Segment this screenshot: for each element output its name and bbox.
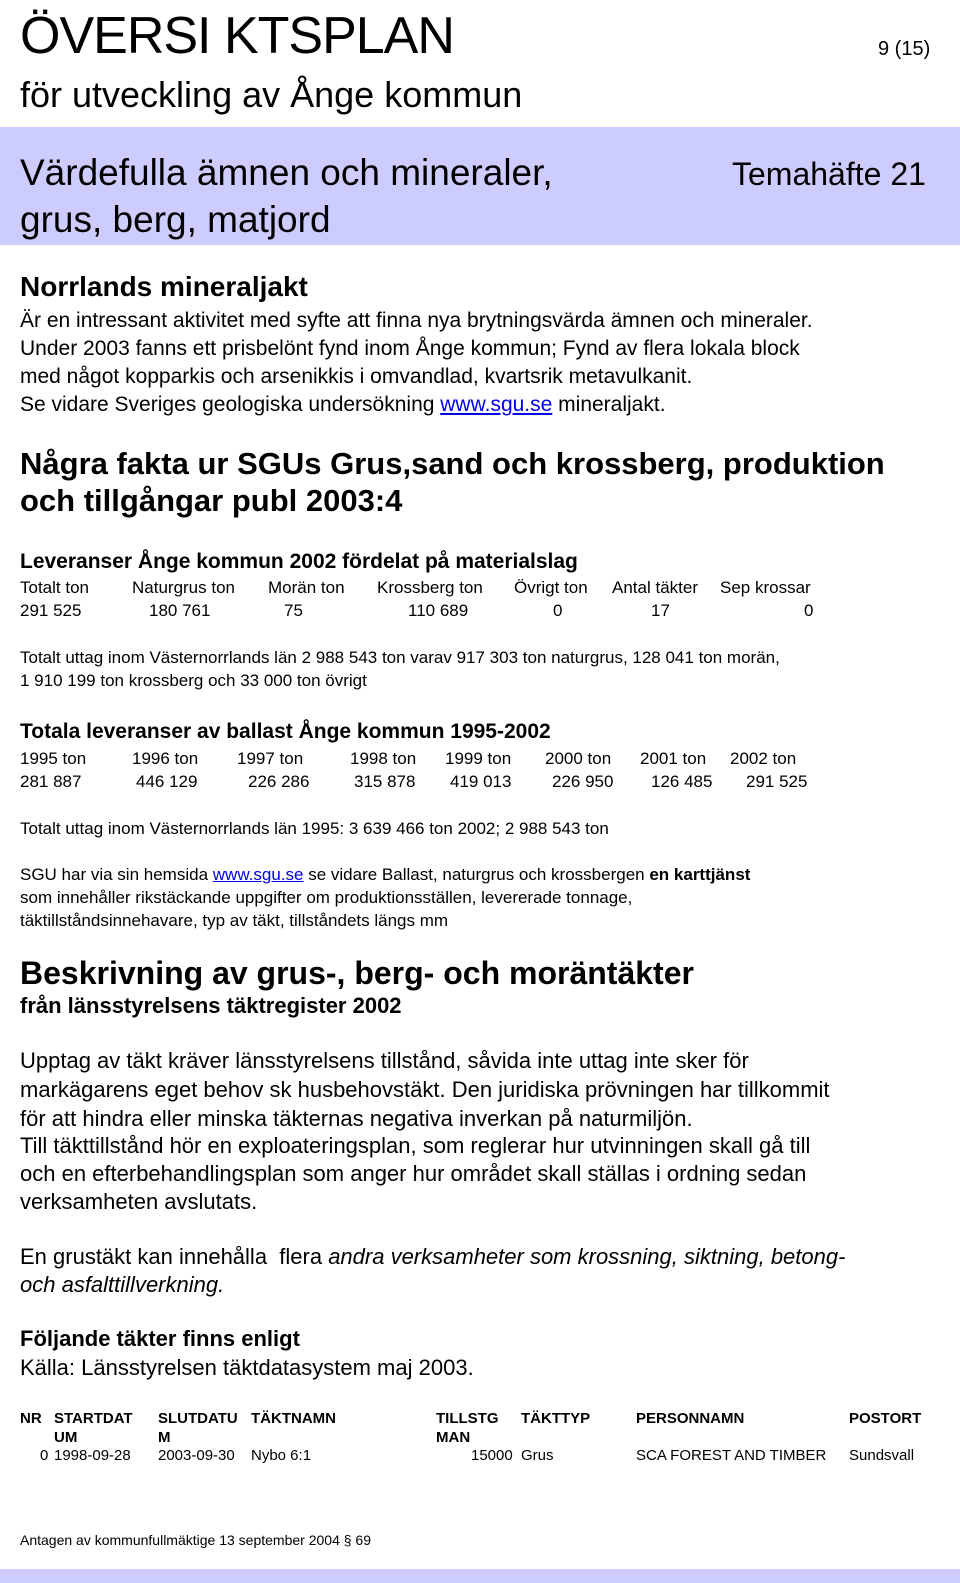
table-cell: 15000 (471, 1447, 513, 1464)
table-header (251, 1409, 336, 1428)
para-line: för att hindra eller minska täkternas negativa inverkan på naturmiljön. (20, 1106, 693, 1131)
table-header (849, 1409, 921, 1428)
mineral-line-last (20, 391, 666, 419)
table-header (436, 1409, 499, 1447)
mineral-line: med något kopparkis och arsenikkis i omvandlad, kvartsrik metavulkanit. (20, 365, 693, 388)
lev-value: 110 689 (408, 601, 469, 620)
ballast-value: 281 887 (20, 772, 82, 791)
mineral-suffix: mineraljakt. (558, 393, 666, 416)
ballast-value: 226 286 (248, 772, 310, 791)
para2-prefix: En grustäkt kan innehålla flera (20, 1244, 329, 1269)
ballast-value: 226 950 (552, 772, 614, 791)
ballast-value: 446 129 (136, 772, 198, 791)
table-cell: 1998-09-28 (54, 1447, 131, 1464)
kalla-line: Källa: Länsstyrelsen täktdatasystem maj 2003. (20, 1355, 474, 1380)
uttag-line2: 1 910 199 ton krossberg och 33 000 ton övrigt (20, 671, 367, 690)
header-line1: NR (20, 1410, 42, 1427)
table-cell: 2003-09-30 (158, 1447, 235, 1464)
para2-italic: och asfalttillverkning. (20, 1272, 225, 1297)
lev-header: Morän ton (268, 578, 345, 597)
beskrivning-subheading: från länsstyrelsens täktregister 2002 (20, 993, 402, 1018)
table-cell: 0 (40, 1447, 49, 1464)
lev-value: 17 (651, 601, 670, 620)
para-line: Till täkttillstånd hör en exploateringsplan, som reglerar hur utvinningen skall gå till (20, 1133, 811, 1158)
ballast-value: 291 525 (746, 772, 808, 791)
ballast-year: 2000 ton (545, 749, 612, 768)
ballast-year: 1996 ton (132, 749, 199, 768)
para-line: och en efterbehandlingsplan som anger hur området skall ställas i ordning sedan (20, 1161, 807, 1186)
ballast-heading: Totala leveranser av ballast Ånge kommun 1995-2002 (20, 720, 551, 743)
ballast-year: 2001 ton (640, 749, 707, 768)
theme-title-line1: Värdefulla ämnen och mineraler, (20, 152, 553, 193)
footer-text: Antagen av kommunfullmäktige 13 september 2004 (20, 1532, 340, 1548)
beskrivning-heading: Beskrivning av grus-, berg- och moräntäkter (20, 955, 694, 991)
theme-number: Temahäfte 21 (732, 156, 926, 192)
hemsida-mid: se vidare Ballast, naturgrus och krossbergen (308, 865, 645, 884)
lev-value: 180 761 (149, 601, 211, 620)
mineral-heading: Norrlands mineraljakt (20, 271, 308, 302)
lev-header: Antal täkter (612, 578, 698, 597)
table-cell: Grus (521, 1447, 554, 1464)
theme-title-line2: grus, berg, matjord (20, 199, 331, 240)
lev-header: Krossberg ton (377, 578, 483, 597)
foljande-heading: Följande täkter finns enligt (20, 1326, 300, 1351)
sgu-heading-line1: Några fakta ur SGUs Grus,sand och krossberg, produktion (20, 446, 885, 481)
ballast-value: 419 013 (450, 772, 512, 791)
lev-header: Naturgrus ton (132, 578, 235, 597)
hemsida-line3: täktillståndsinnehavare, typ av täkt, tillståndets längs mm (20, 911, 449, 930)
lev-value: 0 (804, 601, 814, 620)
header-line1: TÄKTNAMN (251, 1410, 336, 1427)
header-line1: TÄKTTYP (521, 1410, 591, 1427)
document-subtitle: för utveckling av Ånge kommun (20, 74, 523, 115)
hemsida-bold: en karttjänst (649, 865, 751, 884)
header-line1: TILLSTG (436, 1410, 499, 1427)
ballast-value: 126 485 (651, 772, 713, 791)
page-number: 9 (15) (878, 38, 931, 60)
sgu-link[interactable]: www.sgu.se (440, 393, 553, 416)
table-cell: Sundsvall (849, 1447, 915, 1464)
uttag-total: Totalt uttag inom Västernorrlands län 1995: 3 639 466 ton 2002; 2 988 543 ton (20, 819, 609, 838)
para-line: Upptag av täkt kräver länsstyrelsens tillstånd, såvida inte uttag inte sker för (20, 1048, 749, 1073)
sgu-link[interactable]: www.sgu.se (212, 865, 304, 884)
ballast-year: 2002 ton (730, 749, 797, 768)
hemsida-prefix: SGU har via sin hemsida (20, 865, 209, 884)
para-line: verksamheten avslutats. (20, 1189, 258, 1214)
ballast-year: 1999 ton (445, 749, 512, 768)
uttag-line1: Totalt uttag inom Västernorrlands län 2 988 543 ton varav 917 303 ton naturgrus, 128 041 ton morän, (20, 648, 780, 667)
header-line2: UM (54, 1429, 78, 1446)
para2-line2 (20, 1270, 224, 1299)
header-line1: STARTDAT (54, 1410, 133, 1427)
theme-band (0, 127, 960, 245)
para2-italic: andra verksamheter som krossning, siktning, betong- (328, 1244, 846, 1269)
lev-value: 0 (553, 601, 563, 620)
table-header (636, 1409, 744, 1428)
para2-line1 (20, 1242, 845, 1271)
table-header (158, 1409, 238, 1447)
hemsida-line2: som innehåller rikstäckande uppgifter om produktionsställen, levererade tonnage, (20, 888, 633, 907)
mineral-line: Är en intressant aktivitet med syfte att finna nya brytningsvärda ämnen och mineraler. (20, 309, 813, 332)
leveranser-heading: Leveranser Ånge kommun 2002 fördelat på materialslag (20, 550, 578, 573)
sgu-heading-line2: och tillgångar publ 2003:4 (20, 483, 403, 518)
footer-band (0, 1569, 960, 1583)
lev-header: Totalt ton (20, 578, 89, 597)
lev-value: 75 (284, 601, 303, 620)
lev-value: 291 525 (20, 601, 82, 620)
ballast-year: 1997 ton (237, 749, 304, 768)
table-header (20, 1409, 42, 1428)
lev-header: Övrigt ton (514, 578, 588, 597)
table-header (521, 1409, 590, 1428)
ballast-value: 315 878 (354, 772, 416, 791)
header-line1: SLUTDATU (158, 1410, 238, 1427)
header-line1: PERSONNAMN (636, 1410, 745, 1427)
header-line2: MAN (436, 1429, 471, 1446)
header-line2: M (158, 1429, 171, 1446)
header-line1: POSTORT (849, 1410, 922, 1427)
lev-header: Sep krossar (720, 578, 811, 597)
document-title: ÖVERSI KTSPLAN (20, 7, 454, 65)
ballast-year: 1998 ton (350, 749, 417, 768)
ballast-year: 1995 ton (20, 749, 87, 768)
table-cell: Nybo 6:1 (251, 1447, 312, 1464)
table-header (54, 1409, 133, 1447)
hemsida-line1 (20, 865, 750, 885)
table-cell: SCA FOREST AND TIMBER (636, 1447, 827, 1464)
footer (20, 1532, 371, 1548)
mineral-prefix: Se vidare Sveriges geologiska undersökning (20, 393, 435, 416)
footer-section: § 69 (343, 1532, 371, 1548)
para-line: markägarens eget behov sk husbehovstäkt. Den juridiska prövningen har tillkommit (20, 1077, 830, 1102)
mineral-line: Under 2003 fanns ett prisbelönt fynd inom Ånge kommun; Fynd av flera lokala block (20, 337, 800, 360)
